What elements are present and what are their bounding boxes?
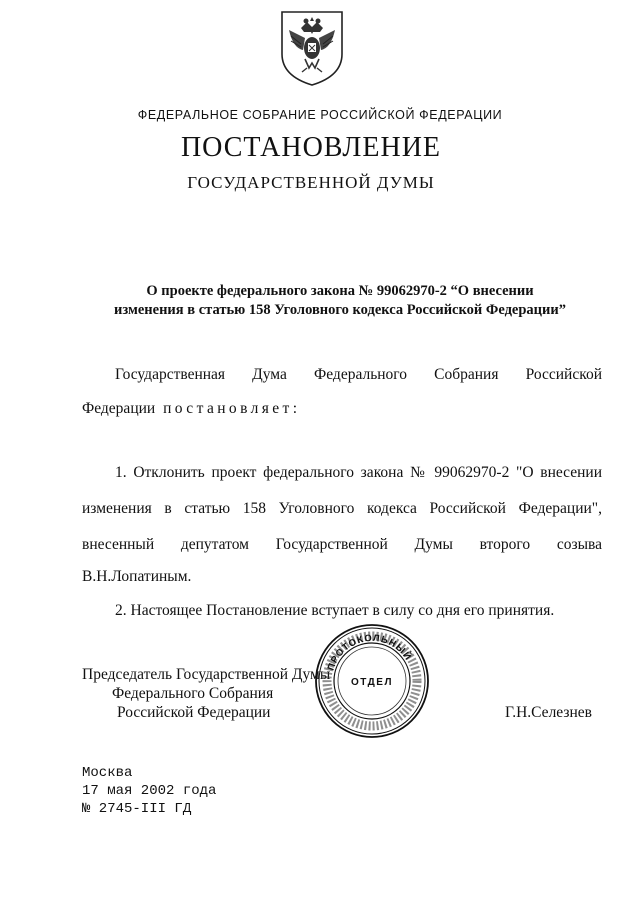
resolution-1-line-2: изменения в статью 158 Уголовного кодекса Российской Федерации", <box>82 500 602 517</box>
resolves-keyword: постановляет: <box>163 400 301 417</box>
intro-line-1: Государственная Дума Федерального Собрания Российской <box>115 366 602 383</box>
signatory-name: Г.Н.Селезнев <box>505 704 592 721</box>
footer-city: Москва <box>82 765 133 781</box>
document-issuer: ГОСУДАРСТВЕННОЙ ДУМЫ <box>187 173 435 192</box>
resolution-1-line-4: В.Н.Лопатиным. <box>82 568 192 585</box>
subject-line-2: изменения в статью 158 Уголовного кодекса Российской Федерации” <box>114 302 566 318</box>
russian-coat-of-arms-icon <box>277 8 347 88</box>
stamp-center-text: ОТДЕЛ <box>351 677 393 688</box>
signatory-title-line-3: Российской Федерации <box>117 704 271 721</box>
svg-text:ПРОТОКОЛЬНЫЙ <box>326 633 415 672</box>
intro-federation-text: Федерации <box>82 400 156 417</box>
organization-name: ФЕДЕРАЛЬНОЕ СОБРАНИЕ РОССИЙСКОЙ ФЕДЕРАЦИИ <box>137 108 503 122</box>
resolution-1-line-1: 1. Отклонить проект федерального закона № 99062970-2 "О внесении <box>115 464 602 481</box>
signatory-title-line-2: Федерального Собрания <box>112 685 274 702</box>
signatory-title-line-1: Председатель Государственной Думы <box>82 666 331 683</box>
document-subject <box>90 282 590 320</box>
document-type-title: ПОСТАНОВЛЕНИЕ <box>180 132 442 163</box>
subject-line-1: О проекте федерального закона № 99062970-2 “О внесении <box>146 283 534 299</box>
resolution-2: 2. Настоящее Постановление вступает в силу со дня его принятия. <box>115 602 555 619</box>
footer-date: 17 мая 2002 года <box>82 783 217 799</box>
intro-line-2 <box>82 400 300 418</box>
resolution-1-line-3: внесенный депутатом Государственной Думы второго созыва <box>82 536 602 553</box>
footer-number: № 2745-III ГД <box>82 801 192 817</box>
official-stamp-icon <box>312 622 432 740</box>
stamp-ring-text: ПРОТОКОЛЬНЫЙ <box>325 632 414 673</box>
